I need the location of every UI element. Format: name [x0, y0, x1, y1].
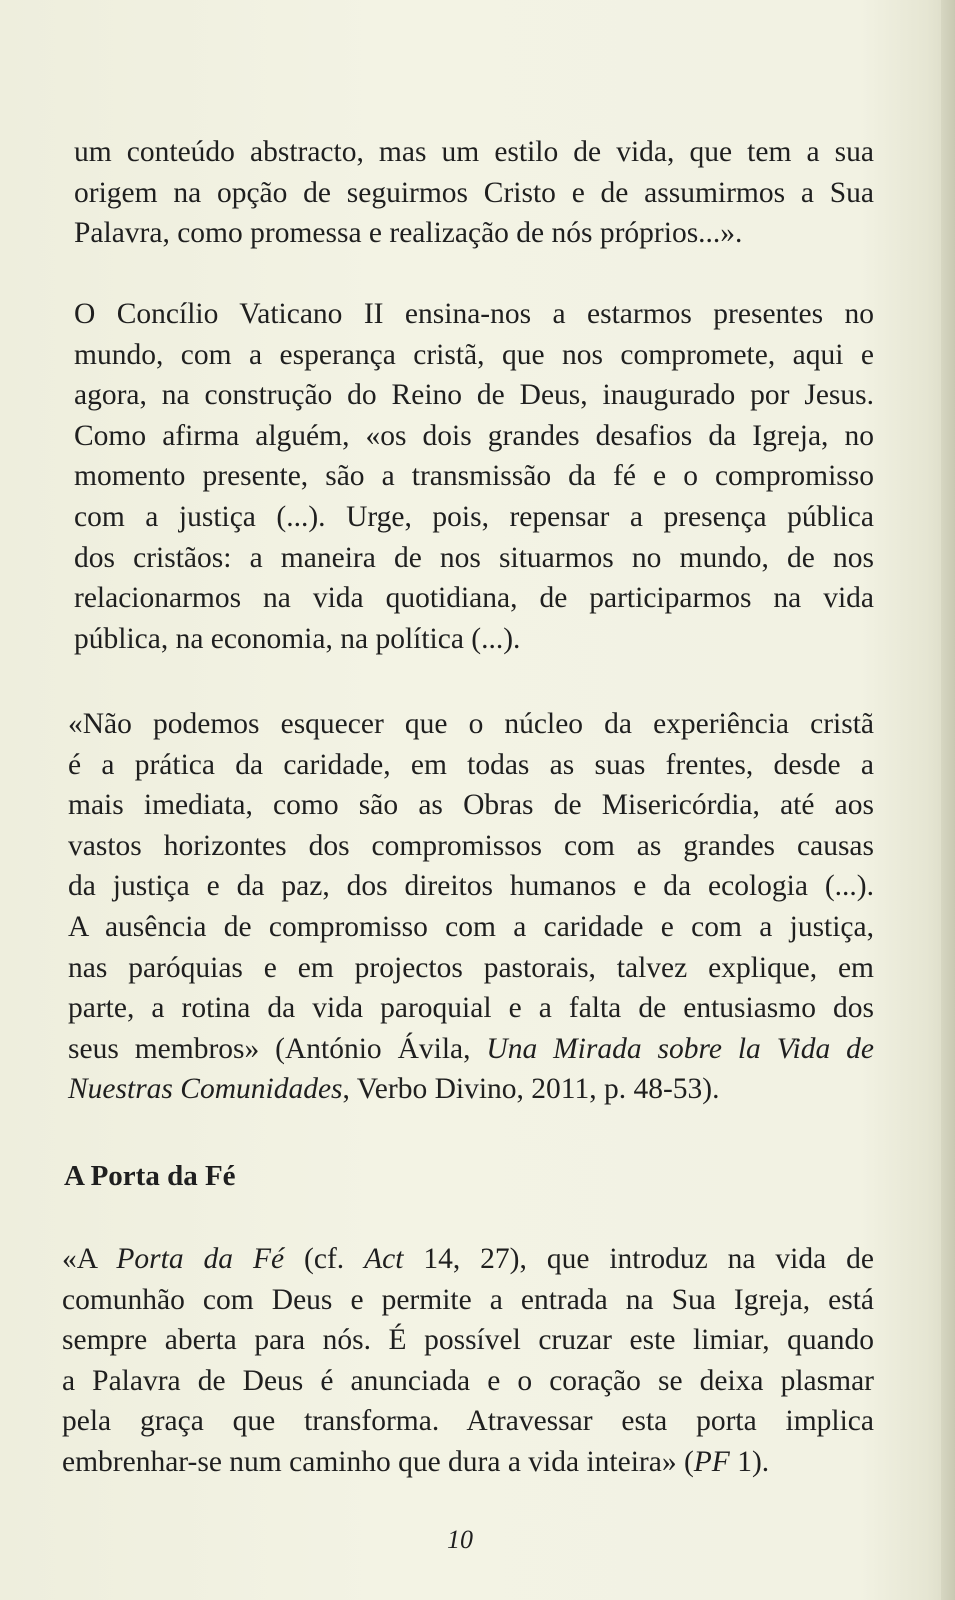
paragraph-continued [74, 132, 874, 254]
quote-open: «A [62, 1243, 117, 1275]
paragraph-porta-da-fe [62, 1239, 874, 1483]
page-edge [941, 0, 955, 1600]
text-line: um conteúdo abstracto, mas um estilo de vida, que tem a sua [74, 136, 874, 168]
pf-reference: PF [693, 1445, 730, 1478]
act-reference: Act [364, 1243, 404, 1275]
text-line: pública, na economia, na política (...). [74, 622, 521, 655]
text-line: A ausência de compromisso com a caridade e com a justiça, [68, 910, 874, 943]
citation-publisher: , Verbo Divino, 2011, p. 48-53). [342, 1073, 720, 1106]
text-line: sempre aberta para nós. É possível cruzar este limiar, quando [62, 1324, 874, 1357]
text-line [68, 1069, 874, 1110]
text-line: dos cristãos: a maneira de nos situarmos no mundo, de nos [74, 541, 874, 574]
text-line: relacionarmos na vida quotidiana, de participarmos na vida [74, 582, 874, 615]
text-line [68, 1029, 874, 1070]
citation-author: seus membros» (António Ávila, [68, 1032, 487, 1065]
text-line: nas paróquias e em projectos pastorais, talvez explique, em [68, 951, 874, 984]
text-line: O Concílio Vaticano II ensina-nos a estarmos presentes no [74, 298, 874, 330]
title-porta-da-fe: Porta da Fé [116, 1243, 285, 1275]
text-line: Como afirma alguém, «os dois grandes desafios da Igreja, no [74, 419, 874, 452]
text-line: «Não podemos esquecer que o núcleo da experiência cristã [68, 708, 874, 740]
text-line: mundo, com a esperança cristã, que nos compromete, aqui e [74, 338, 874, 371]
text-line: origem na opção de seguirmos Cristo e de assumirmos a Sua [74, 176, 874, 209]
text-line: vastos horizontes dos compromissos com as grandes causas [68, 829, 874, 862]
line-end: 1). [729, 1445, 770, 1478]
text-line: Palavra, como promessa e realização de nós próprios...». [74, 217, 743, 250]
text-line: da justiça e da paz, dos direitos humanos e da ecologia (...). [68, 870, 874, 903]
text-line: comunhão com Deus e permite a entrada na Sua Igreja, está [62, 1283, 874, 1316]
line-start: embrenhar-se num caminho que dura a vida inteira» ( [62, 1445, 694, 1478]
text-line: é a prática da caridade, em todas as suas frentes, desde a [68, 748, 874, 781]
paragraph-vatican-council [74, 294, 874, 659]
cf-text: (cf. [284, 1243, 365, 1275]
page-number: 10 [447, 1525, 473, 1554]
text-line [62, 1239, 874, 1280]
paragraph-quote-charity [68, 704, 874, 1110]
text-line: pela graça que transforma. Atravessar esta porta implica [62, 1405, 874, 1438]
book-title: Nuestras Comunidades [68, 1073, 343, 1106]
text-line: a Palavra de Deus é anunciada e o coração se deixa plasmar [62, 1364, 874, 1397]
text-line: mais imediata, como são as Obras de Misericórdia, até aos [68, 789, 874, 822]
text-line: parte, a rotina da vida paroquial e a falta de entusiasmo dos [68, 992, 874, 1025]
section-heading: A Porta da Fé [64, 1160, 236, 1192]
text-line [62, 1442, 874, 1483]
line-end: 14, 27), que introduz na vida de [403, 1243, 874, 1275]
text-line: agora, na construção do Reino de Deus, inaugurado por Jesus. [74, 379, 874, 412]
book-title: Una Mirada sobre la Vida de [486, 1032, 874, 1065]
text-line: com a justiça (...). Urge, pois, repensar a presença pública [74, 500, 874, 533]
text-line: momento presente, são a transmissão da fé e o compromisso [74, 460, 874, 493]
